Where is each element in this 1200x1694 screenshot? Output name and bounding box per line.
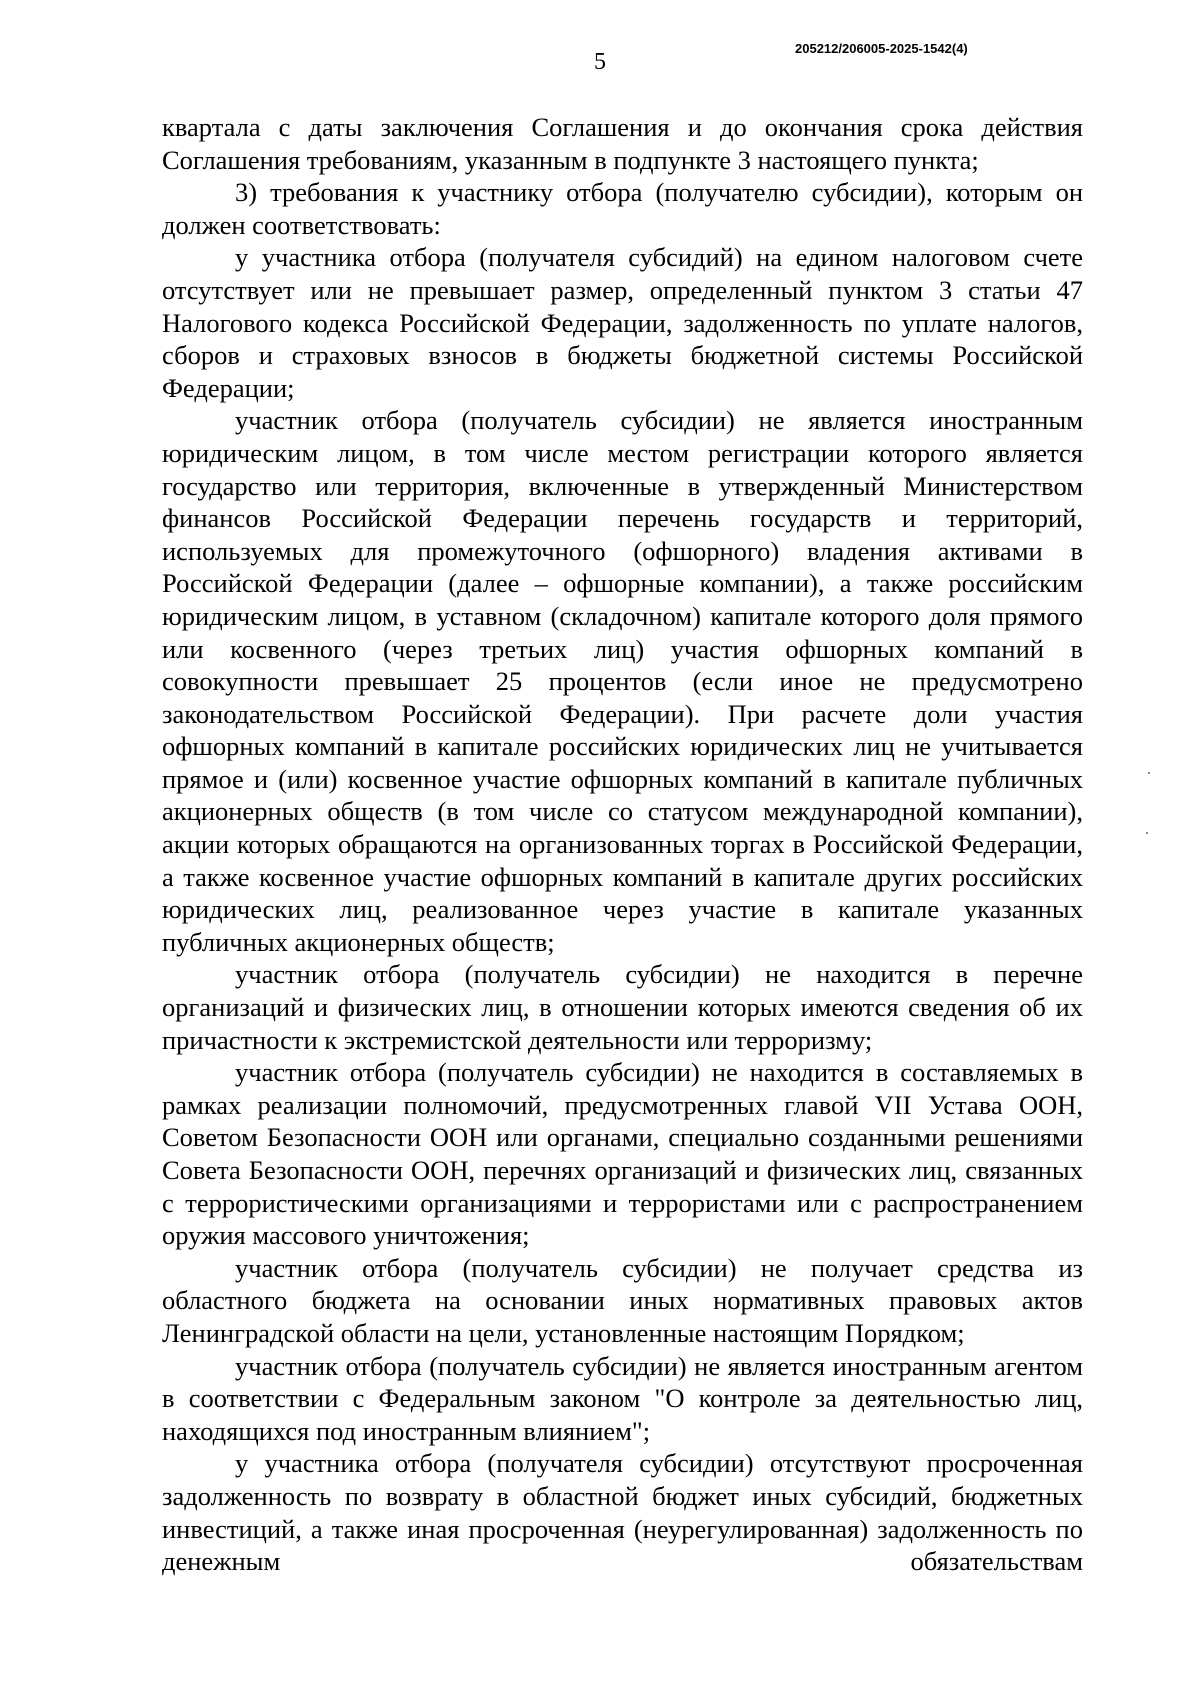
paragraph: 3) требования к участнику отбора (получателю субсидии), которым он должен соответствовать: xyxy=(162,177,1083,240)
document-id: 205212/206005-2025-1542(4) xyxy=(795,41,968,56)
paragraph: у участника отбора (получателя субсидий) на едином налоговом счете отсутствует или не превышает размер, определенный пунктом 3 статьи 47 Налогового кодекса Российской Федерации, задолженность по уплате налогов, сборов и страховых взносов в бюджеты бюджетной системы Российской Федерации; xyxy=(162,242,1083,403)
paragraph: участник отбора (получатель субсидии) не находится в перечне организаций и физических лиц, в отношении которых имеются сведения об их причастности к экстремистской деятельности или терроризму; xyxy=(162,959,1083,1055)
paragraph: участник отбора (получатель субсидии) не является иностранным агентом в соответствии с Федеральным законом "О контроле за деятельностью лиц, находящихся под иностранным влиянием"; xyxy=(162,1350,1083,1446)
scan-speck xyxy=(1146,832,1148,834)
paragraph: участник отбора (получатель субсидии) не является иностранным юридическим лицом, в том числе местом регистрации которого является государство или территория, включенные в утвержденный Министерством финансов Российской Федерации перечень государств и территорий, используемых для промежуточного (офшорного) владения активами в Российской Федерации (далее – офшорные компании), а также российским юридическим лицом, в уставном (складочном) капитале которого доля прямого или косвенного (через третьих лиц) участия офшорных компаний в совокупности превышает 25 процентов (если иное не предусмотрено законодательством Российской Федерации). При расчете доли участия офшорных компаний в капитале российских юридических лиц не учитывается прямое и (или) косвенное участие офшорных компаний в капитале публичных акционерных обществ (в том числе со статусом международной компании), акции которых обращаются на организованных торгах в Российской Федерации, а также косвенное участие офшорных компаний в капитале других российских юридических лиц, реализованное через участие в капитале указанных публичных акционерных обществ; xyxy=(162,405,1083,957)
scan-speck xyxy=(1148,772,1150,774)
document-body xyxy=(162,111,1083,1578)
paragraph: участник отбора (получатель субсидии) не получает средства из областного бюджета на основании иных нормативных правовых актов Ленинградской области на цели, установленные настоящим Порядком; xyxy=(162,1252,1083,1348)
paragraph-continued: у участника отбора (получателя субсидии) отсутствуют просроченная задолженность по возврату в областной бюджет иных субсидий, бюджетных инвестиций, а также иная просроченная (неурегулированная) задолженность по денежным обязательствам xyxy=(162,1448,1083,1577)
paragraph: квартала с даты заключения Соглашения и до окончания срока действия Соглашения требованиям, указанным в подпункте 3 настоящего пункта; xyxy=(162,112,1083,175)
paragraph: участник отбора (получатель субсидии) не находится в составляемых в рамках реализации полномочий, предусмотренных главой VII Устава ООН, Советом Безопасности ООН или органами, специально созданными решениями Совета Безопасности ООН, перечнях организаций и физических лиц, связанных с террористическими организациями и террористами или с распространением оружия массового уничтожения; xyxy=(162,1057,1083,1251)
page-number: 5 xyxy=(594,49,606,75)
